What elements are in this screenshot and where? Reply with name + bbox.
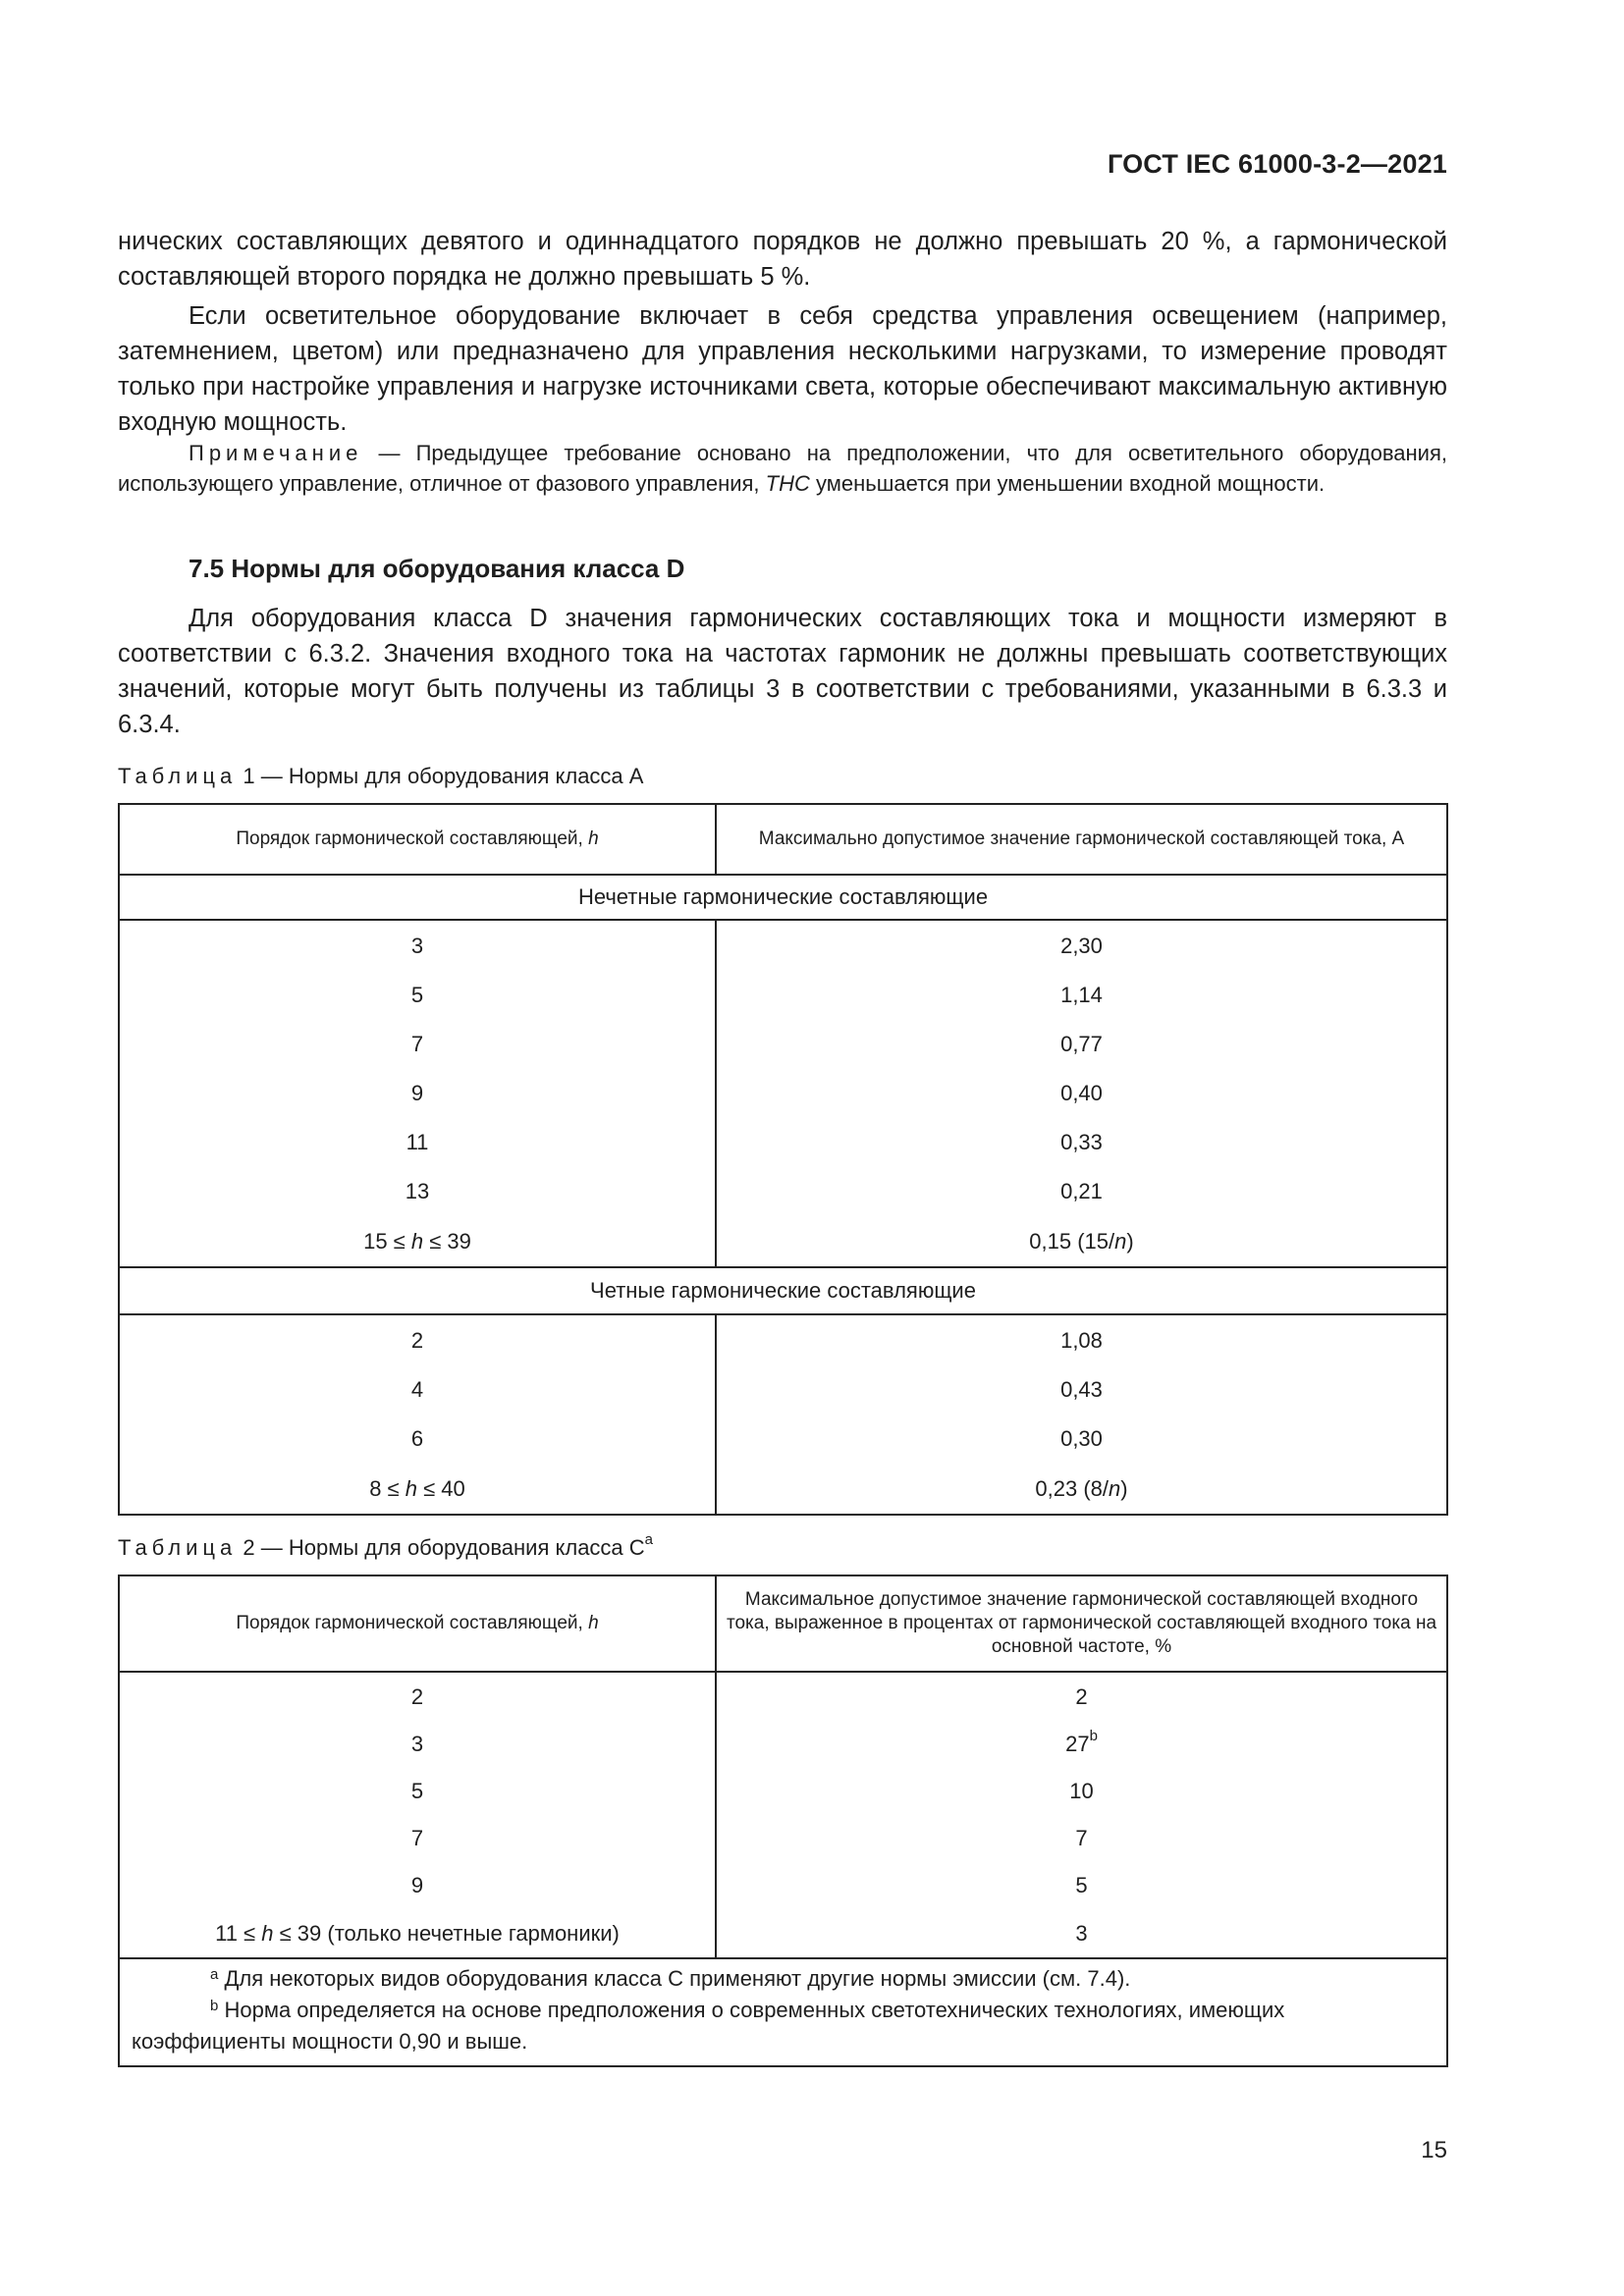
table-class-c-limits	[118, 1575, 1448, 2067]
value-a: 0,23 (8/	[1035, 1475, 1110, 1501]
note-thc: THC	[765, 471, 810, 496]
table2-value-cell: 2	[1075, 1683, 1088, 1709]
table-row	[119, 1216, 1447, 1267]
table-row	[119, 1069, 1447, 1118]
table-row	[119, 971, 1447, 1020]
table1-col2-header: Максимально допустимое значение гармонической составляющей тока, А	[716, 804, 1447, 875]
table-row	[119, 1118, 1447, 1167]
table2-col1-header-text: Порядок гармонической составляющей,	[236, 1613, 589, 1633]
range-var: h	[405, 1475, 417, 1501]
table1-h-cell	[119, 1216, 716, 1267]
table2-caption-sup: a	[644, 1531, 654, 1548]
table2-footnotes	[119, 1958, 1447, 2066]
note-label: Примечание	[189, 441, 363, 465]
table2-caption-label: Таблица	[118, 1535, 238, 1560]
table2-col2-header: Максимальное допустимое значение гармонической составляющей входного тока, выраженное в процентах от гармонической составляющей входного тока на основной частоте, %	[716, 1575, 1447, 1672]
table2-col1-header-var: h	[588, 1613, 599, 1633]
table-row	[119, 1415, 1447, 1464]
table1-h-cell: 5	[119, 971, 716, 1020]
table2-col1-header	[119, 1575, 716, 1672]
table-row	[119, 1167, 1447, 1216]
table2-value-cell: 3	[1075, 1920, 1088, 1946]
range-start: 15 ≤	[363, 1228, 411, 1254]
table1-value-cell: 0,33	[1060, 1130, 1103, 1154]
table1-h-cell: 6	[119, 1415, 716, 1464]
range-start: 11 ≤	[215, 1920, 262, 1946]
range-end: ≤ 39 (только нечетные гармоники)	[273, 1920, 620, 1946]
table1-value-cell: 2,30	[1060, 933, 1103, 958]
table1-caption-text: 1 — Нормы для оборудования класса А	[237, 764, 644, 788]
note-text-b: уменьшается при уменьшении входной мощности.	[809, 471, 1326, 496]
table1-odd-group-row	[119, 875, 1447, 920]
table-row	[119, 1365, 1447, 1415]
table1-caption	[118, 764, 643, 789]
footnote-a	[132, 1963, 1435, 1995]
table2-h-cell: 7	[119, 1815, 716, 1862]
table-row	[119, 1815, 1447, 1862]
table2-h-cell: 5	[119, 1768, 716, 1815]
table1-h-cell: 11	[119, 1118, 716, 1167]
table1-value-cell	[716, 1464, 1447, 1515]
note-text-a: — Предыдущее требование основано на предположении, что для осветительного оборудования, использующего управление, отличное от фазового управления,	[118, 441, 1447, 496]
range-end: ≤ 40	[417, 1475, 465, 1501]
range-start: 8 ≤	[369, 1475, 406, 1501]
page-number: 15	[1421, 2137, 1447, 2163]
footnote-a-text: Для некоторых видов оборудования класса С применяют другие нормы эмиссии (см. 7.4).	[218, 1966, 1131, 1991]
table1-h-cell: 3	[119, 920, 716, 971]
table2-header-row	[119, 1575, 1447, 1672]
value-var: n	[1109, 1475, 1121, 1501]
table2-footnotes-row	[119, 1958, 1447, 2066]
table2-value-cell: 5	[1075, 1873, 1088, 1897]
table1-h-cell: 7	[119, 1020, 716, 1069]
body-text	[118, 224, 1447, 440]
footnote-b-text: Норма определяется на основе предположения о современных светотехнических технологиях, имеющих коэффициенты мощности 0,90 и выше.	[132, 1998, 1285, 2054]
table1-odd-group-label: Нечетные гармонические составляющие	[119, 875, 1447, 920]
value-text: 27	[1065, 1732, 1090, 1756]
table1-col1-header	[119, 804, 716, 875]
footnote-b-mark: b	[210, 1998, 219, 2014]
value-b: )	[1120, 1475, 1128, 1501]
range-var: h	[261, 1920, 274, 1946]
table2-h-cell: 3	[119, 1721, 716, 1768]
table1-h-cell: 4	[119, 1365, 716, 1415]
table-row	[119, 1464, 1447, 1515]
table1-value-cell: 0,40	[1060, 1081, 1103, 1105]
range-end: ≤ 39	[423, 1228, 471, 1254]
section-paragraph: Для оборудования класса D значения гармонических составляющих тока и мощности измеряют в соответствии с 6.3.2. Значения входного тока на частотах гармоник не должны превышать соответствующих значений, которые могут быть получены из таблицы 3 в соответствии с требованиями, указанными в 6.3.3 и 6.3.4.	[118, 605, 1447, 738]
value-a: 0,15 (15/	[1029, 1228, 1115, 1254]
table2-value-cell: 10	[1069, 1779, 1094, 1803]
value-var: n	[1114, 1228, 1127, 1254]
table1-h-cell: 13	[119, 1167, 716, 1216]
note	[118, 438, 1447, 499]
table1-col1-header-var: h	[588, 828, 599, 849]
table2-value-cell: 7	[1075, 1826, 1088, 1850]
table2-h-cell: 2	[119, 1672, 716, 1721]
table1-even-group-row	[119, 1267, 1447, 1314]
table-row	[119, 1020, 1447, 1069]
table2-h-cell	[119, 1909, 716, 1958]
table1-even-group-label: Четные гармонические составляющие	[119, 1267, 1447, 1314]
footnote-a-mark: a	[210, 1966, 219, 1983]
table1-value-cell: 0,30	[1060, 1426, 1103, 1451]
table2-h-cell: 9	[119, 1862, 716, 1909]
value-b: )	[1126, 1228, 1134, 1254]
table2-caption	[118, 1531, 654, 1561]
table-row	[119, 1768, 1447, 1815]
range-var: h	[410, 1228, 424, 1254]
table1-value-cell: 0,43	[1060, 1377, 1103, 1402]
table1-caption-label: Таблица	[118, 764, 238, 788]
section-title: 7.5 Нормы для оборудования класса D	[189, 554, 685, 583]
table1-value-cell: 1,08	[1060, 1327, 1103, 1353]
table1-value-cell: 0,21	[1060, 1179, 1103, 1203]
paragraph-continuation: нических составляющих девятого и одиннадцатого порядков не должно превышать 20 %, а гармонической составляющей второго порядка не должно превышать 5 %.	[118, 228, 1447, 291]
table-row	[119, 1721, 1447, 1768]
table1-value-cell: 0,77	[1060, 1032, 1103, 1056]
table1-h-cell	[119, 1464, 716, 1515]
table2-value-cell	[716, 1721, 1447, 1768]
table1-value-cell: 1,14	[1060, 983, 1103, 1007]
paragraph-lighting-control: Если осветительное оборудование включает в себя средства управления освещением (например, затемнением, цветом) или предназначено для управления несколькими нагрузками, то измерение проводят только при настройке управления и нагрузке источниками света, которые обеспечивают максимальную активную входную мощность.	[118, 302, 1447, 436]
table-row	[119, 920, 1447, 971]
standard-code-header: ГОСТ IEC 61000-3-2—2021	[1107, 149, 1447, 179]
table-row	[119, 1909, 1447, 1958]
table-row	[119, 1862, 1447, 1909]
table1-h-cell: 9	[119, 1069, 716, 1118]
footnote-b-ref: b	[1089, 1728, 1098, 1744]
table1-value-cell	[716, 1216, 1447, 1267]
footnote-b	[132, 1995, 1435, 2057]
table1-col1-header-text: Порядок гармонической составляющей,	[236, 828, 589, 849]
table-class-a-limits	[118, 803, 1448, 1516]
table1-h-cell: 2	[119, 1314, 716, 1365]
table-row	[119, 1314, 1447, 1365]
table-row	[119, 1672, 1447, 1721]
table1-header-row	[119, 804, 1447, 875]
table2-caption-text: 2 — Нормы для оборудования класса С	[237, 1535, 645, 1560]
